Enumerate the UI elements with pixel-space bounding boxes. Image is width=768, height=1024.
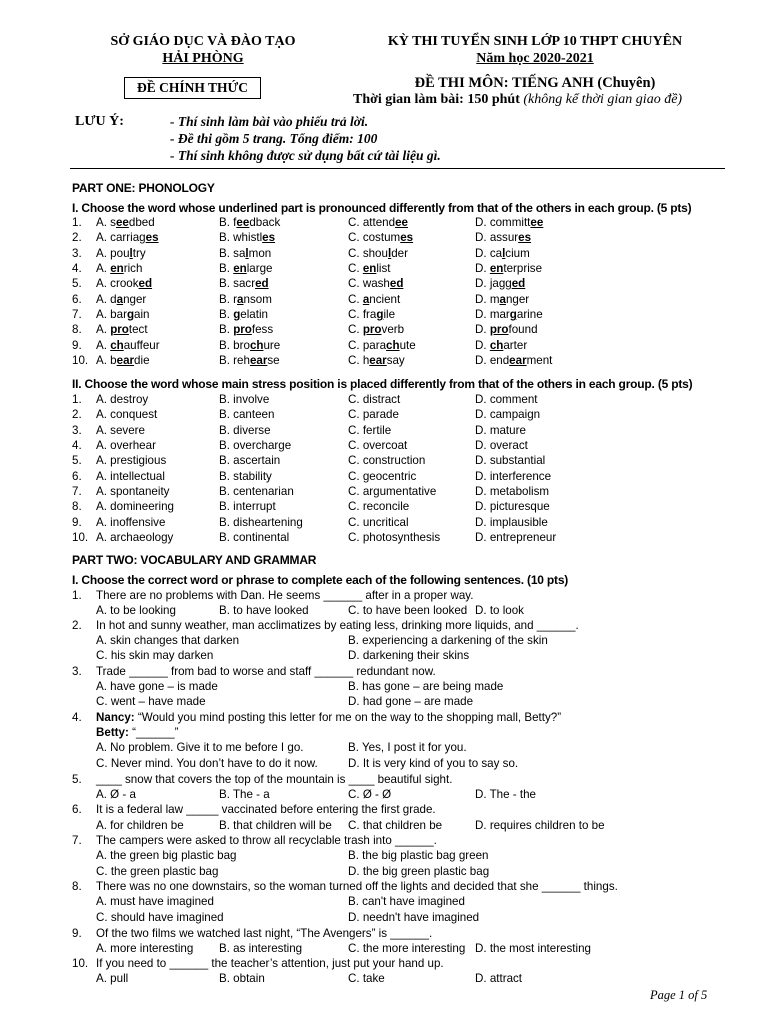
option-d[interactable]: D. comment [475, 393, 538, 406]
option-c[interactable]: C. enlist [348, 262, 391, 276]
option-c[interactable]: C. shoulder [348, 246, 408, 260]
question-text [96, 725, 179, 740]
notes-label: LƯU Ý: [75, 114, 124, 129]
question [72, 725, 732, 740]
option-d[interactable]: D. margarine [475, 308, 543, 322]
question-text: Of the two films we watched last night, “The Avengers” is ______. [96, 927, 433, 940]
option-d[interactable]: D. requires children to be [475, 819, 605, 832]
question-row [72, 392, 732, 407]
underlined-part: ch [489, 338, 504, 352]
underlined-part: ear [509, 354, 527, 368]
option-a[interactable]: A. severe [96, 423, 145, 437]
speaker-label: Betty: [96, 726, 129, 739]
question-text: In hot and sunny weather, man acclimatizes by eating less, drinking more liquids, and ______. [96, 619, 579, 632]
note-item: - Đề thi gồm 5 trang. Tổng điểm: 100 [170, 131, 378, 146]
question-row [72, 484, 732, 499]
part-two-title: PART TWO: VOCABULARY AND GRAMMAR [72, 553, 317, 567]
answer-row [72, 648, 732, 663]
city-name: HẢI PHÒNG [162, 51, 244, 66]
option-a[interactable]: A. skin changes that darken [96, 634, 240, 647]
option-d[interactable]: D. substantial [475, 454, 546, 468]
question-row [72, 423, 732, 438]
underlined-part: ed [511, 277, 526, 291]
question-row [72, 307, 732, 322]
underlined-part: a [499, 292, 506, 306]
option-b[interactable]: B. overcharge [219, 439, 292, 453]
section-title: II. Choose the word whose main stress position is placed differently from that of the others in each group. (5 pts) [72, 377, 693, 391]
question-text: There was no one downstairs, so the woman turned off the lights and decided that she ______ things. [96, 880, 618, 893]
option-d[interactable]: D. metabolism [475, 485, 550, 499]
exam-title: KỲ THI TUYỂN SINH LỚP 10 THPT CHUYÊN [387, 34, 683, 49]
option-b[interactable]: B. continental [219, 531, 290, 545]
question-row [72, 515, 732, 530]
option-a[interactable]: A. more interesting [96, 942, 194, 955]
option-a[interactable]: A. pull [96, 972, 129, 985]
underlined-part: l [129, 246, 133, 260]
question-row [72, 499, 732, 514]
option-d[interactable]: D. the most interesting [475, 942, 591, 955]
option-d[interactable]: D. charter [475, 338, 528, 352]
option-d[interactable]: D. needn't have imagined [348, 911, 480, 924]
answer-row [72, 818, 732, 833]
underlined-part: l [502, 246, 506, 260]
option-c[interactable]: C. parachute [348, 338, 416, 352]
question-row [72, 407, 732, 422]
question-text: If you need to ______ the teacher’s attention, just put your hand up. [96, 957, 444, 970]
question-row [72, 438, 732, 453]
option-d[interactable]: D. committee [475, 216, 544, 229]
question-number: 5. [72, 773, 82, 786]
underlined-part: ear [369, 354, 387, 368]
speaker-label: Nancy: [96, 711, 135, 724]
question-number: 8. [72, 323, 82, 337]
question-row [72, 261, 732, 276]
underlined-part: ed [389, 277, 404, 291]
option-c[interactable]: C. uncritical [348, 515, 409, 529]
option-b[interactable]: B. to have looked [219, 604, 309, 617]
underlined-part: ee [395, 216, 408, 229]
part-one-title: PART ONE: PHONOLOGY [72, 181, 215, 195]
underlined-part: a [237, 292, 244, 306]
option-d[interactable]: D. overact [475, 439, 528, 453]
underlined-part: ear [249, 354, 268, 368]
option-b[interactable]: B. salmon [219, 246, 272, 260]
question-row [72, 453, 732, 468]
question-row [72, 292, 732, 307]
question-row [72, 215, 732, 230]
question [72, 802, 732, 817]
question-number: 1. [72, 216, 82, 229]
option-b[interactable]: B. can't have imagined [348, 895, 465, 908]
question [72, 926, 732, 941]
option-c[interactable]: C. proverb [348, 323, 405, 337]
answer-row [72, 603, 732, 618]
question-number: 10. [72, 957, 89, 970]
underlined-part: es [400, 231, 414, 245]
option-a[interactable]: A. Ø - a [96, 788, 136, 801]
question-row [72, 230, 732, 245]
option-d[interactable]: D. assures [475, 231, 532, 245]
question-row [72, 276, 732, 291]
question-number: 5. [72, 277, 82, 291]
question-number: 3. [72, 665, 82, 678]
option-a[interactable]: A. intellectual [96, 469, 165, 483]
underlined-part: g [233, 308, 241, 322]
question-number: 3. [72, 246, 82, 260]
department-name: SỞ GIÁO DỤC VÀ ĐÀO TẠO [110, 34, 296, 49]
exam-time [353, 92, 682, 108]
option-d[interactable]: D. picturesque [475, 500, 550, 514]
answer-row [72, 694, 732, 709]
option-a[interactable]: A. beardie [96, 354, 150, 368]
question-number: 4. [72, 711, 82, 724]
question [72, 588, 732, 603]
exam-subject: ĐỀ THI MÔN: TIẾNG ANH (Chuyên) [414, 75, 656, 91]
underlined-part: ch [249, 338, 264, 352]
option-d[interactable]: D. endearment [475, 354, 553, 368]
underlined-part: l [387, 246, 392, 260]
option-b[interactable]: B. the big plastic bag green [348, 849, 489, 862]
time-label: Thời gian làm bài: 150 phút [353, 92, 520, 107]
option-d[interactable]: D. entrepreneur [475, 531, 557, 545]
question-number: 7. [72, 308, 82, 322]
option-a[interactable]: A. inoffensive [96, 515, 166, 529]
option-c[interactable]: C. reconcile [348, 500, 410, 514]
option-c[interactable]: C. to have been looked [348, 604, 468, 617]
question-row [72, 322, 732, 337]
underlined-part: es [518, 231, 532, 245]
question-number: 10. [72, 531, 89, 545]
option-d[interactable]: D. attract [475, 972, 523, 985]
answer-row [72, 756, 732, 771]
option-c[interactable]: C. photosynthesis [348, 531, 441, 545]
section-title: I. Choose the correct word or phrase to complete each of the following sentences. (10 pts) [72, 573, 569, 587]
option-c[interactable]: C. the more interesting [348, 942, 466, 955]
underlined-part: ch [110, 338, 124, 352]
underlined-part: ed [138, 277, 153, 291]
option-a[interactable]: A. must have imagined [96, 895, 214, 908]
option-b[interactable]: B. canteen [219, 408, 275, 422]
option-a[interactable]: A. archaeology [96, 531, 174, 545]
question-number: 9. [72, 515, 82, 529]
question-text: ____ snow that covers the top of the mountain is ____ beautiful sight. [96, 773, 453, 786]
option-c[interactable]: C. hearsay [348, 354, 405, 368]
option-b[interactable]: B. The - a [219, 788, 270, 801]
question-number: 9. [72, 338, 82, 352]
answer-row [72, 864, 732, 879]
answer-row [72, 910, 732, 925]
official-exam-label: ĐỀ CHÍNH THỨC [124, 77, 261, 99]
underlined-part: en [362, 262, 377, 276]
option-c[interactable]: C. ancient [348, 292, 401, 306]
option-c[interactable]: C. fragile [348, 308, 396, 322]
question-row [72, 530, 732, 545]
option-b[interactable]: B. has gone – are being made [348, 680, 504, 693]
underlined-part: ee [530, 216, 544, 229]
option-b[interactable]: B. whistles [219, 231, 276, 245]
option-a[interactable]: A. chauffeur [96, 338, 160, 352]
underlined-part: g [376, 308, 384, 322]
dialogue-line: “______” [128, 726, 179, 739]
option-a[interactable]: A. spontaneity [96, 485, 170, 499]
school-year: Năm học 2020-2021 [476, 51, 594, 66]
option-b[interactable]: B. centenarian [219, 485, 294, 499]
option-a[interactable]: A. No problem. Give it to me before I go. [96, 741, 304, 754]
option-a[interactable]: A. to be looking [96, 604, 176, 617]
answer-row [72, 740, 732, 755]
header-divider [70, 168, 725, 169]
underlined-part: a [116, 292, 124, 306]
option-c[interactable]: C. parade [348, 408, 399, 422]
page-number: Page 1 of 5 [650, 988, 708, 1002]
option-c[interactable]: C. went – have made [96, 695, 206, 708]
answer-row [72, 633, 732, 648]
option-b[interactable]: B. gelatin [219, 308, 268, 322]
option-a[interactable]: A. poultry [96, 246, 146, 260]
answer-row [72, 971, 732, 986]
underlined-part: ch [386, 338, 400, 352]
option-c[interactable]: C. argumentative [348, 485, 437, 499]
dialogue-line: “Would you mind posting this letter for me on the way to the shopping mall, Betty?” [134, 711, 562, 724]
question [72, 956, 732, 971]
underlined-part: pro [110, 323, 129, 337]
underlined-part: en [110, 262, 124, 276]
question-number: 8. [72, 880, 82, 893]
question-number: 7. [72, 834, 82, 847]
option-b[interactable]: B. sacred [219, 277, 269, 291]
option-a[interactable]: A. destroy [96, 393, 149, 406]
time-note: (không kể thời gian giao đề) [523, 92, 683, 107]
option-d[interactable]: D. campaign [475, 408, 541, 422]
option-c[interactable]: C. costumes [348, 231, 414, 245]
underlined-part: a [362, 292, 370, 306]
option-b[interactable]: B. involve [219, 393, 270, 406]
option-a[interactable]: A. seedbed [96, 216, 155, 229]
option-c[interactable]: C. should have imagined [96, 911, 224, 924]
question-number: 4. [72, 439, 82, 453]
option-d[interactable]: D. enterprise [475, 262, 543, 276]
option-c[interactable]: C. Ø - Ø [348, 788, 392, 801]
option-d[interactable]: D. the big green plastic bag [348, 865, 490, 878]
option-d[interactable]: D. calcium [475, 246, 530, 260]
option-a[interactable]: A. carriages [96, 231, 159, 245]
question-number: 1. [72, 393, 82, 406]
underlined-part: es [262, 231, 276, 245]
underlined-part: pro [362, 323, 382, 337]
answer-row [72, 848, 732, 863]
question-number: 2. [72, 408, 82, 422]
option-c[interactable]: C. attendee [348, 216, 408, 229]
question-number: 6. [72, 292, 82, 306]
question-text: It is a federal law _____ vaccinated before entering the first grade. [96, 803, 436, 816]
underlined-part: en [489, 262, 504, 276]
note-item: - Thí sinh không được sử dụng bất cứ tài liệu gì. [170, 148, 441, 163]
option-b[interactable]: B. Yes, I post it for you. [348, 741, 467, 754]
question-number: 4. [72, 262, 82, 276]
option-d[interactable]: D. It is very kind of you to say so. [348, 757, 519, 770]
option-b[interactable]: B. rehearse [219, 354, 280, 368]
question [72, 664, 732, 679]
option-d[interactable]: D. implausible [475, 515, 548, 529]
option-b[interactable]: B. interrupt [219, 500, 276, 514]
underlined-part: en [233, 262, 247, 276]
option-b[interactable]: B. enlarge [219, 262, 273, 276]
option-c[interactable]: C. the green plastic bag [96, 865, 219, 878]
question [72, 879, 732, 894]
option-a[interactable]: A. for children be [96, 819, 184, 832]
option-b[interactable]: B. obtain [219, 972, 265, 985]
question-number: 10. [72, 354, 89, 368]
question-number: 3. [72, 423, 82, 437]
option-d[interactable]: D. darkening their skins [348, 649, 470, 662]
question [72, 772, 732, 787]
option-a[interactable]: A. enrich [96, 262, 143, 276]
underlined-part: ear [116, 354, 135, 368]
underlined-part: g [509, 308, 517, 322]
option-b[interactable]: B. disheartening [219, 515, 303, 529]
option-a[interactable]: A. danger [96, 292, 147, 306]
answer-row [72, 941, 732, 956]
option-d[interactable]: D. profound [475, 323, 538, 337]
option-b[interactable]: B. ascertain [219, 454, 281, 468]
option-c[interactable]: C. distract [348, 393, 401, 406]
option-b[interactable]: B. profess [219, 323, 274, 337]
question-row [72, 338, 732, 353]
question-number: 6. [72, 469, 82, 483]
question-text [96, 710, 561, 725]
question-number: 2. [72, 619, 82, 632]
question-row [72, 469, 732, 484]
underlined-part: pro [233, 323, 252, 337]
underlined-part: g [126, 308, 135, 322]
option-c[interactable]: C. washed [348, 277, 404, 291]
underlined-part: ed [255, 277, 269, 291]
option-d[interactable]: D. The - the [475, 788, 537, 801]
option-b[interactable]: B. feedback [219, 216, 281, 229]
option-c[interactable]: C. take [348, 972, 385, 985]
option-c[interactable]: C. construction [348, 454, 426, 468]
underlined-part: l [245, 246, 249, 260]
option-b[interactable]: B. ransom [219, 292, 272, 306]
question-row [72, 353, 732, 368]
question-number: 2. [72, 231, 82, 245]
underlined-part: es [145, 231, 159, 245]
question [72, 710, 732, 725]
question-text: There are no problems with Dan. He seems ______ after in a proper way. [96, 589, 474, 602]
option-a[interactable]: A. prestigious [96, 454, 167, 468]
question-row [72, 246, 732, 261]
option-c[interactable]: C. that children be [348, 819, 443, 832]
answer-row [72, 894, 732, 909]
question-number: 9. [72, 927, 82, 940]
option-b[interactable]: B. diverse [219, 423, 271, 437]
question [72, 618, 732, 633]
option-c[interactable]: C. Never mind. You don’t have to do it now. [96, 757, 318, 770]
option-a[interactable]: A. crooked [96, 277, 153, 291]
option-a[interactable]: A. overhear [96, 439, 156, 453]
option-d[interactable]: D. interference [475, 469, 552, 483]
question-number: 1. [72, 589, 82, 602]
option-a[interactable]: A. protect [96, 323, 148, 337]
option-c[interactable]: C. fertile [348, 423, 392, 437]
option-b[interactable]: B. as interesting [219, 942, 303, 955]
option-d[interactable]: D. to look [475, 604, 524, 617]
underlined-part: ee [236, 216, 250, 229]
option-d[interactable]: D. manger [475, 292, 530, 306]
option-b[interactable]: B. stability [219, 469, 272, 483]
option-a[interactable]: A. the green big plastic bag [96, 849, 237, 862]
option-a[interactable]: A. have gone – is made [96, 680, 218, 693]
option-d[interactable]: D. had gone – are made [348, 695, 474, 708]
option-b[interactable]: B. experiencing a darkening of the skin [348, 634, 548, 647]
question-number: 8. [72, 500, 82, 514]
section-title: I. Choose the word whose underlined part is pronounced differently from that of the others in each group. (5 pts) [72, 201, 692, 215]
question [72, 833, 732, 848]
question-text: Trade ______ from bad to worse and staff ______ redundant now. [96, 665, 436, 678]
option-a[interactable]: A. bargain [96, 308, 150, 322]
question-number: 6. [72, 803, 82, 816]
option-c[interactable]: C. overcoat [348, 439, 408, 453]
option-a[interactable]: A. conquest [96, 408, 158, 422]
option-c[interactable]: C. his skin may darken [96, 649, 214, 662]
option-d[interactable]: D. mature [475, 423, 526, 437]
underlined-part: pro [489, 323, 509, 337]
option-c[interactable]: C. geocentric [348, 469, 417, 483]
answer-row [72, 679, 732, 694]
option-d[interactable]: D. jagged [475, 277, 526, 291]
question-number: 7. [72, 485, 82, 499]
answer-row [72, 787, 732, 802]
option-b[interactable]: B. brochure [219, 338, 281, 352]
question-text: The campers were asked to throw all recyclable trash into ______. [96, 834, 437, 847]
option-a[interactable]: A. domineering [96, 500, 174, 514]
option-b[interactable]: B. that children will be [219, 819, 332, 832]
underlined-part: ee [115, 216, 129, 229]
question-number: 5. [72, 454, 82, 468]
note-item: - Thí sinh làm bài vào phiếu trả lời. [170, 114, 369, 129]
